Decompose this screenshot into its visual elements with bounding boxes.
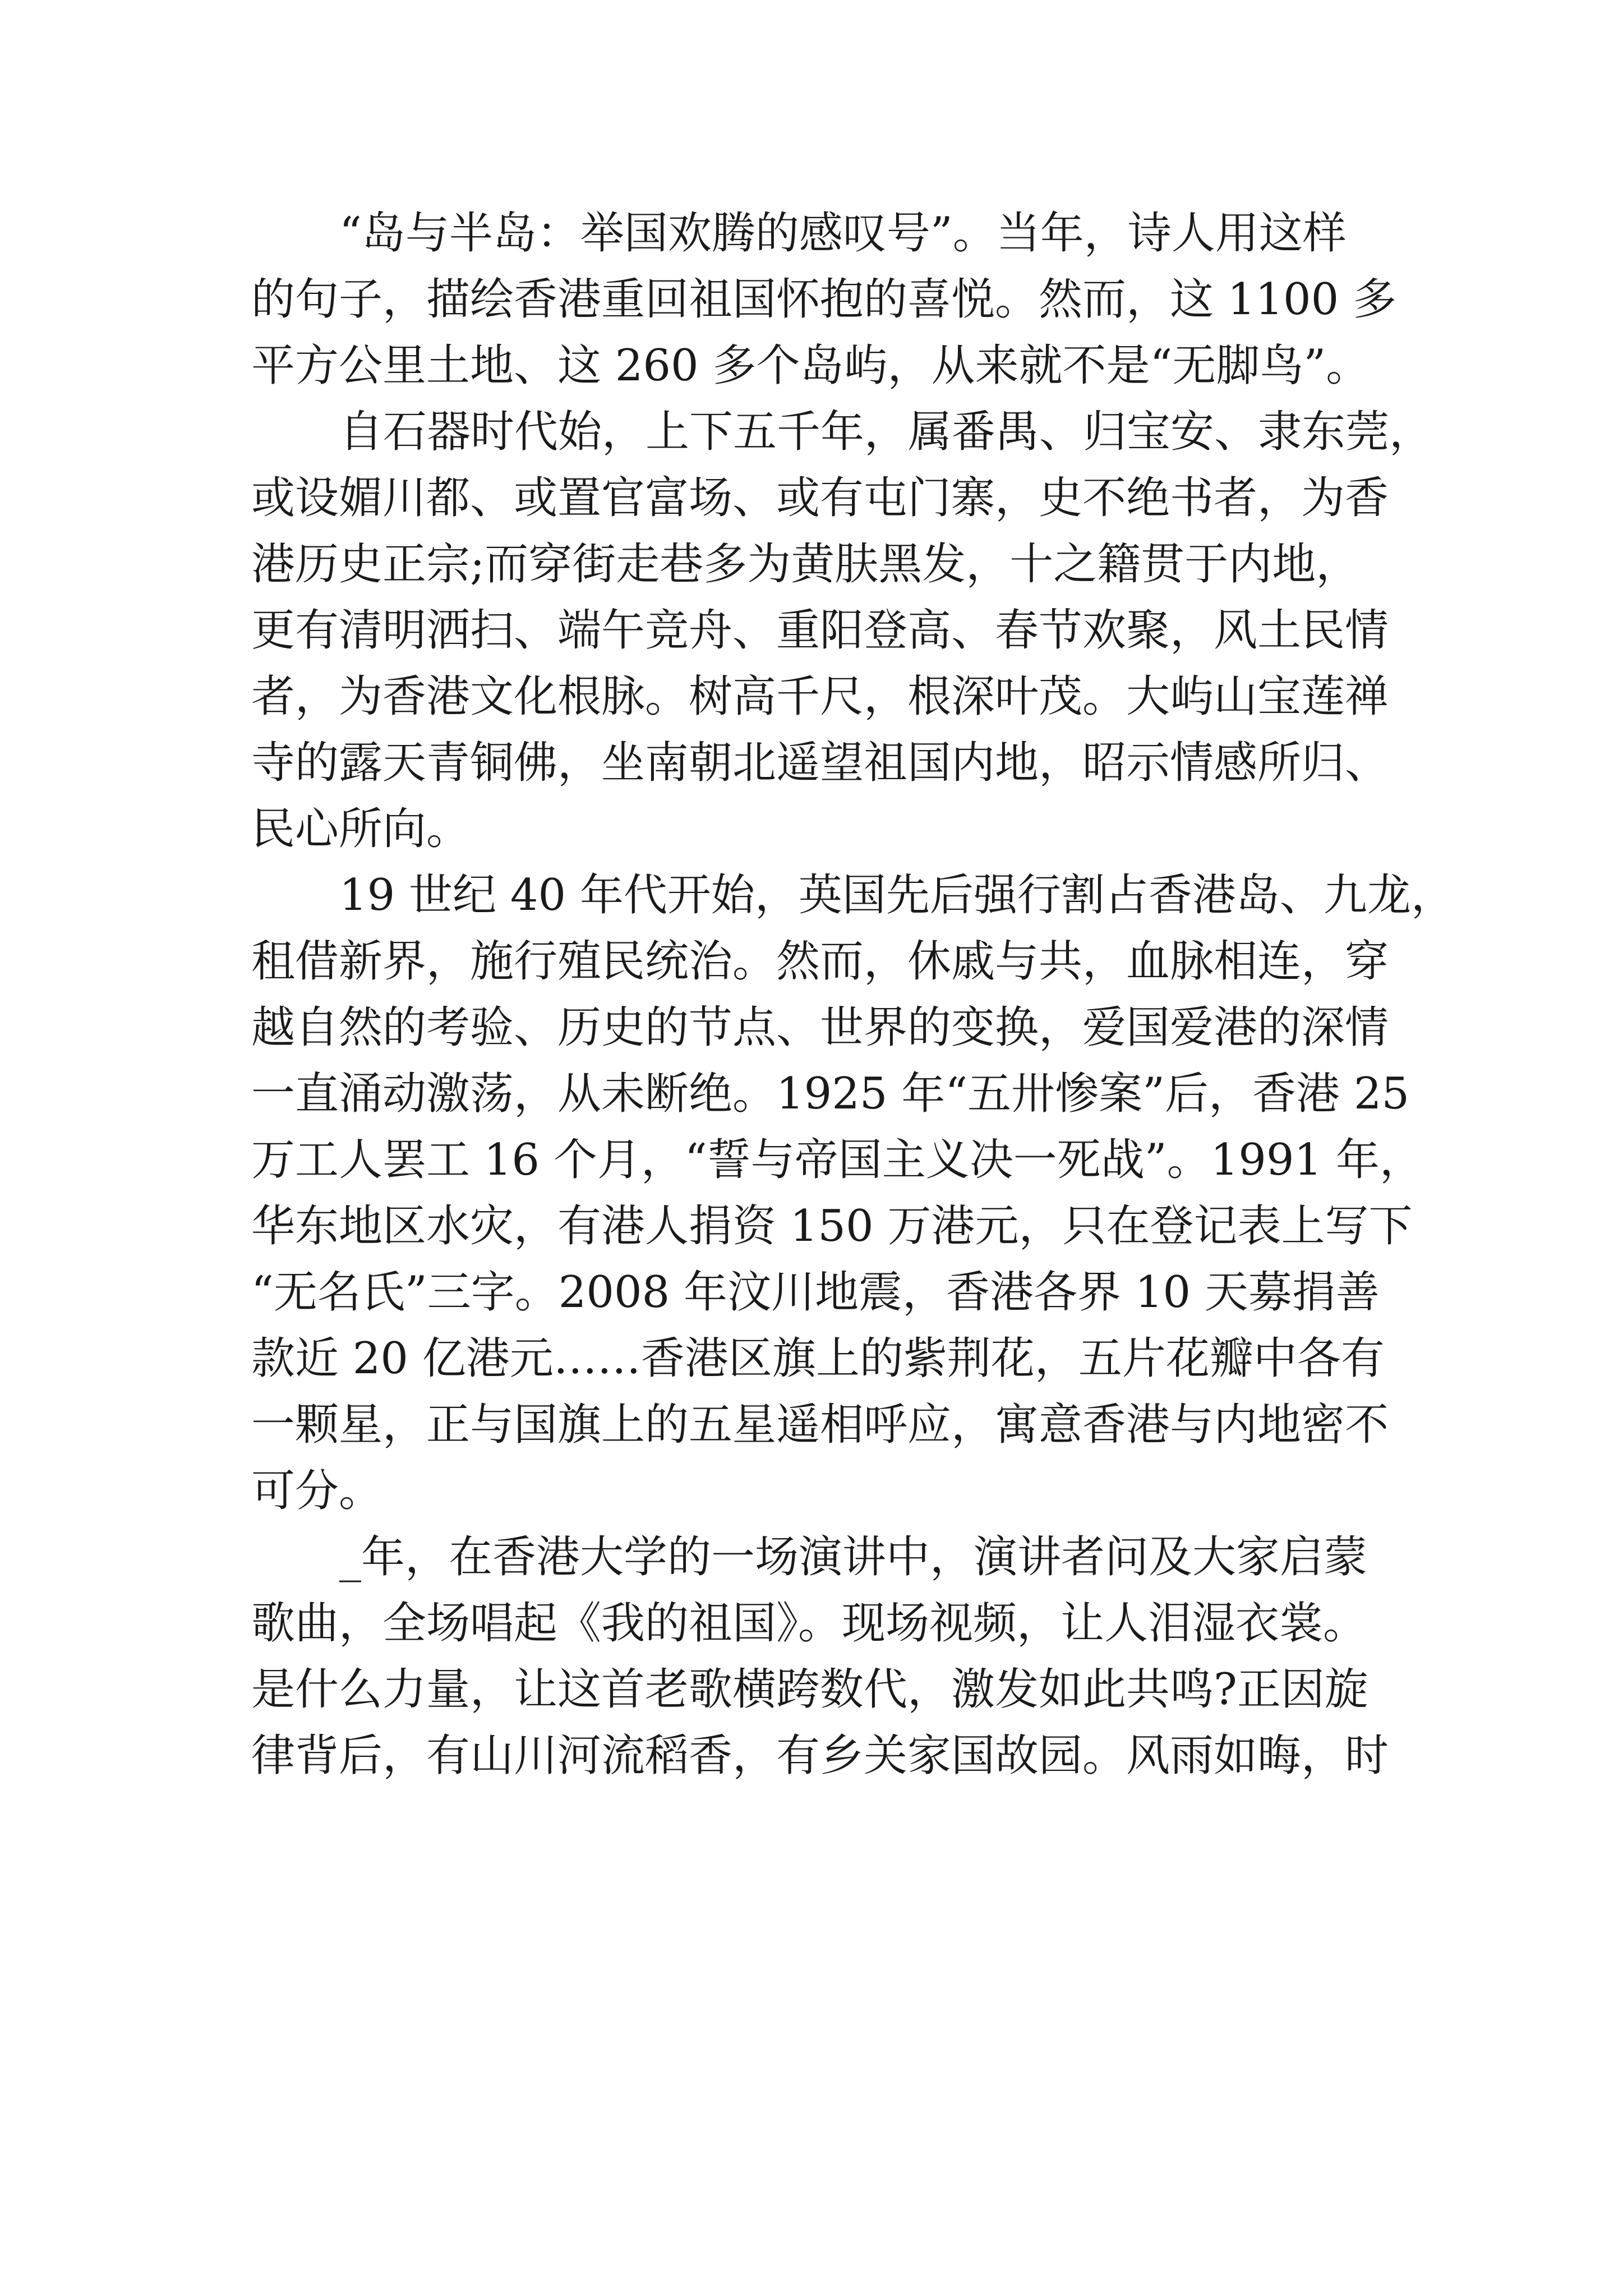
text-line: 一颗星，正与国旗上的五星遥相呼应，寓意香港与内地密不 <box>251 1400 1389 1450</box>
text-line: 万工人罢工 16 个月，“誓与帝国主义决一死战”。1991 年， <box>251 1135 1423 1185</box>
text-line: 或设媚川都、或置官富场、或有屯门寨，史不绝书者，为香 <box>251 473 1389 523</box>
text-line: 自石器时代始，上下五千年，属番禺、归宝安、隶东莞， <box>339 407 1433 457</box>
text-line: “无名氏”三字。2008 年汶川地震，香港各界 10 天募捐善 <box>251 1267 1380 1318</box>
text-line: 民心所向。 <box>251 804 471 854</box>
text-line: 歌曲，全场唱起《我的祖国》。现场视频，让人泪湿衣裳。 <box>251 1598 1367 1649</box>
text-line: 平方公里土地、这 260 多个岛屿，从来就不是“无脚鸟”。 <box>251 341 1370 391</box>
text-line: 者，为香港文化根脉。树高千尺，根深叶茂。大屿山宝莲禅 <box>251 671 1389 722</box>
text-line: 是什么力量，让这首老歌横跨数代，激发如此共鸣?正因旋 <box>251 1664 1368 1715</box>
text-line: 越自然的考验、历史的节点、世界的变换，爱国爱港的深情 <box>251 1002 1389 1053</box>
text-line: 港历史正宗;而穿街走巷多为黄肤黑发，十之籍贯于内地， <box>251 539 1360 590</box>
text-line: 寺的露天青铜佛，坐南朝北遥望祖国内地，昭示情感所归、 <box>251 738 1389 788</box>
text-line: 律背后，有山川河流稻香，有乡关家国故园。风雨如晦，时 <box>251 1731 1389 1781</box>
text-line: “岛与半岛：举国欢腾的感叹号”。当年，诗人用这样 <box>339 208 1347 259</box>
text-line: 的句子，描绘香港重回祖国怀抱的喜悦。然而，这 1100 多 <box>251 274 1397 325</box>
text-line: 华东地区水灾，有港人捐资 150 万港元，只在登记表上写下 <box>251 1201 1413 1251</box>
text-line: 更有清明洒扫、端午竞舟、重阳登高、春节欢聚，风土民情 <box>251 605 1389 656</box>
text-line: _年，在香港大学的一场演讲中，演讲者问及大家启蒙 <box>339 1532 1368 1582</box>
text-line: 可分。 <box>251 1466 383 1516</box>
text-line: 一直涌动激荡，从未断绝。1925 年“五卅惨案”后，香港 25 <box>251 1069 1410 1119</box>
text-line: 款近 20 亿港元……香港区旗上的紫荆花，五片花瓣中各有 <box>251 1333 1385 1384</box>
text-line: 租借新界，施行殖民统治。然而，休戚与共，血脉相连，穿 <box>251 936 1389 987</box>
text-line: 19 世纪 40 年代开始，英国先后强行割占香港岛、九龙， <box>339 870 1455 921</box>
